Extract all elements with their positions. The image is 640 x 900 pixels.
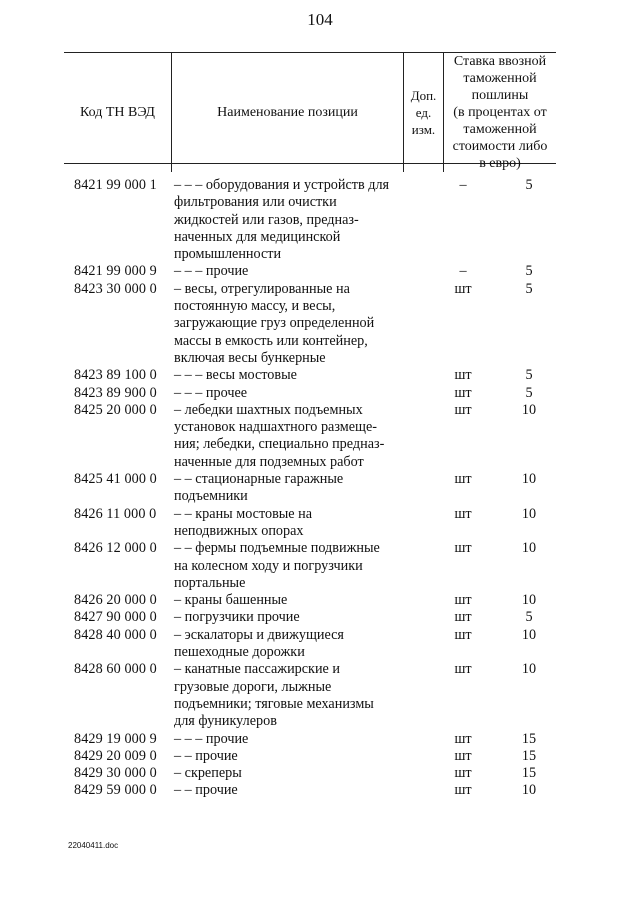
table-row [74,731,554,748]
row-code: 8429 30 000 0 [74,765,157,782]
table-row [74,627,554,662]
row-unit: шт [454,401,472,418]
row-code: 8429 59 000 0 [74,782,157,799]
row-code: 8429 19 000 9 [74,730,157,747]
row-name: – – стационарные гаражные подъемники [174,471,344,505]
row-name: – погрузчики прочие [174,609,300,626]
row-name: – эскалаторы и движущиеся пешеходные дорожки [174,626,344,661]
table-row [74,765,554,782]
row-name: – лебедки шахтных подъемных установок надшахтного размеще- ния; лебедки, специально предназ- наченные для подземных работ [174,401,385,470]
header-name: Наименование позиции [172,53,404,172]
row-unit: шт [454,661,472,678]
row-name: – – – прочие [174,730,249,747]
row-unit: – [459,263,467,280]
row-rate: 15 [521,765,537,782]
row-code: 8426 11 000 0 [74,505,157,522]
table-body [74,177,554,800]
row-code: 8427 90 000 0 [74,609,157,626]
header-unit: Доп. ед. изм. [404,53,444,172]
row-unit: шт [454,471,472,488]
row-rate: 5 [525,609,533,626]
header-code: Код ТН ВЭД [64,53,172,172]
row-code: 8421 99 000 1 [74,177,157,193]
table-row [74,782,554,799]
row-name: – канатные пассажирские и грузовые дороги, лыжные подъемники; тяговые механизмы для фуникулеров [174,661,374,730]
row-rate: 5 [525,280,533,297]
header-rate: Ставка ввозной таможенной пошлины (в процентах от таможенной стоимости либо в евро) [452,54,548,171]
row-rate: 10 [521,661,537,678]
row-unit: шт [454,730,472,747]
row-rate: 5 [525,177,533,193]
table-row [74,402,554,471]
row-rate: 10 [521,782,537,799]
row-unit: шт [454,540,472,557]
row-name: – – прочие [174,747,238,764]
row-rate: 10 [521,505,537,522]
row-unit: шт [454,765,472,782]
row-rate: 15 [521,747,537,764]
table-row [74,367,554,384]
row-name: – весы, отрегулированные на постоянную массу, и весы, загружающие груз определенной массы в емкость или контейнер, включая весы бункерные [174,280,375,366]
row-unit: шт [454,592,472,609]
row-code: 8423 89 100 0 [74,367,157,384]
document-id: 22040411.doc [68,841,119,850]
table-header [64,52,556,171]
row-code: 8428 60 000 0 [74,661,157,678]
row-code: 8421 99 000 9 [74,263,157,280]
table-row [74,540,554,592]
row-rate: 10 [521,471,537,488]
row-unit: шт [454,782,472,799]
table-row [74,661,554,730]
row-code: 8429 20 009 0 [74,747,157,764]
table-row [74,471,554,506]
row-name: – – – прочие [174,263,249,280]
row-name: – краны башенные [174,592,288,609]
row-unit: шт [454,384,472,401]
row-unit: шт [454,280,472,297]
row-name: – – – весы мостовые [174,367,297,384]
row-rate: 5 [525,263,533,280]
row-name: – – – оборудования и устройств для фильтрования или очистки жидкостей или газов, предназ- наченных для медицинской промышленности [174,177,390,263]
row-rate: 10 [521,592,537,609]
row-unit: – [459,177,467,193]
row-rate: 10 [521,626,537,643]
row-unit: шт [454,609,472,626]
row-code: 8425 20 000 0 [74,401,157,418]
table-row [74,592,554,609]
row-unit: шт [454,747,472,764]
row-name: – скреперы [174,765,242,782]
row-name: – – – прочее [174,384,248,401]
row-rate: 15 [521,730,537,747]
table-row [74,506,554,541]
row-name: – – фермы подъемные подвижные на колесном ходу и погрузчики портальные [174,540,380,591]
row-unit: шт [454,367,472,384]
row-rate: 5 [525,367,533,384]
row-rate: 5 [525,384,533,401]
row-code: 8428 40 000 0 [74,626,157,643]
table-row [74,263,554,280]
row-unit: шт [454,626,472,643]
page-number: 104 [307,10,333,29]
table-row [74,748,554,765]
row-code: 8425 41 000 0 [74,471,157,488]
row-name: – – краны мостовые на неподвижных опорах [174,505,313,539]
table-row [74,281,554,367]
table-row [74,609,554,626]
table-row [74,385,554,402]
row-code: 8426 20 000 0 [74,592,157,609]
row-code: 8426 12 000 0 [74,540,157,557]
row-unit: шт [454,505,472,522]
row-rate: 10 [521,540,537,557]
row-code: 8423 30 000 0 [74,280,157,297]
row-rate: 10 [521,401,537,418]
table-row [74,177,554,263]
row-code: 8423 89 900 0 [74,384,157,401]
row-name: – – прочие [174,782,238,799]
